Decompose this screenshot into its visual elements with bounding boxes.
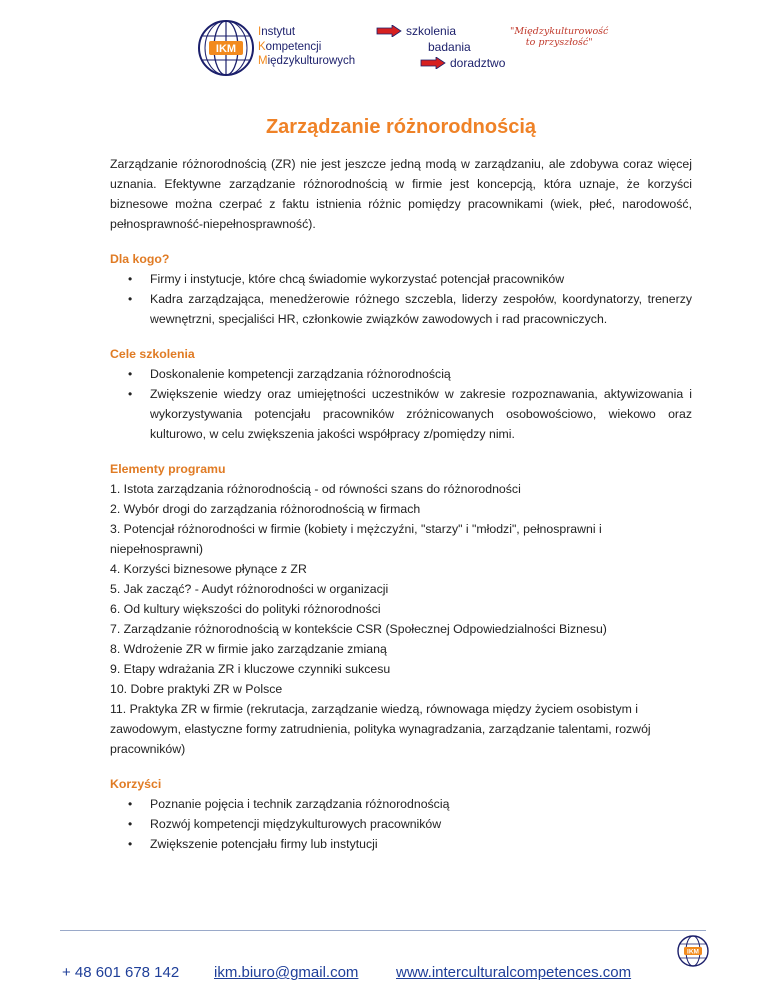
arrow-right-icon — [376, 25, 402, 37]
logo-text: IKM — [215, 43, 237, 55]
service-label: doradztwo — [450, 56, 506, 70]
list-item: • Zwiększenie wiedzy oraz umiejętności uczestników w zakresie rozpoznawania, aktywizowania i wykorzystywania potencjału pracowników zróżnicowanych osobowościowo, wiekowo oraz kulturowo, w celu zwiększenia jakości współpracy z/pomiędzy nimi. — [110, 384, 692, 444]
footer-phone: + 48 601 678 142 — [62, 964, 180, 981]
institute-line: Instytut — [258, 26, 296, 38]
arrow-right-icon — [420, 57, 446, 69]
list-item: 6. Od kultury większości do polityki różnorodności — [110, 602, 381, 616]
intro-paragraph: Zarządzanie różnorodnością (ZR) nie jest jeszcze jedną modą w zarządzaniu, ale zdobywa coraz więcej uznania. Efektywne zarządzanie różnorodnością w firmie jest koncepcją, która uznaje, że korzyści biznesowe można czerpać z faktu istnienia różnic pomiędzy pracownikami (wiek, płeć, narodowość, pełnosprawność-niepełnosprawność). — [110, 157, 692, 231]
list-item: 1. Istota zarządzania różnorodnością - od równości szans do różnorodności — [110, 482, 521, 496]
list-item: 5. Jak zacząć? - Audyt różnorodności w organizacji — [110, 582, 389, 596]
list-item: 11. Praktyka ZR w firmie (rekrutacja, zarządzanie wiedzą, równowaga między życiem osobistym i zawodowym, elastyczne formy zatrudnienia, polityka wynagradzania, zarządzanie talentami, rozwój pracowników) — [110, 702, 651, 756]
list-item: 2. Wybór drogi do zarządzania różnorodnością w firmach — [110, 502, 421, 516]
list-item: 4. Korzyści biznesowe płynące z ZR — [110, 562, 307, 576]
service-badania — [428, 40, 471, 54]
letterhead — [0, 0, 768, 90]
list-item: 7. Zarządzanie różnorodnością w kontekście CSR (Społecznej Odpowiedzialności Biznesu) — [110, 622, 607, 636]
footer-divider — [60, 930, 706, 931]
service-doradztwo — [420, 56, 505, 70]
section-heading-for-whom: Dla kogo? — [110, 252, 170, 266]
list-item: 3. Potencjał różnorodności w firmie (kobiety i mężczyźni, "starzy" i "młodzi", pełnosprawni i niepełnosprawni) — [110, 522, 602, 556]
list-item: • Poznanie pojęcia i technik zarządzania różnorodnością — [110, 794, 692, 814]
service-label: szkolenia — [406, 24, 457, 38]
document-body — [110, 108, 692, 854]
svg-text:IKM: IKM — [687, 948, 699, 956]
institute-line: Kompetencji — [258, 40, 322, 53]
section-heading-program: Elementy programu — [110, 462, 226, 476]
footer-website-link[interactable]: www.interculturalcompetences.com — [396, 964, 632, 981]
program-list — [110, 479, 692, 759]
list-item: • Firmy i instytucje, które chcą świadomie wykorzystać potencjał pracowników — [110, 269, 692, 289]
list-item: 10. Dobre praktyki ZR w Polsce — [110, 682, 283, 696]
institute-line: Międzykulturowych — [258, 55, 356, 67]
motto: "Międzykulturowość to przyszłość" — [510, 26, 609, 48]
list-item: 9. Etapy wdrażania ZR i kluczowe czynniki sukcesu — [110, 662, 391, 676]
service-szkolenia — [376, 24, 456, 38]
footer-email-link[interactable]: ikm.biuro@gmail.com — [214, 964, 359, 981]
list-item: • Rozwój kompetencji międzykulturowych pracowników — [110, 814, 692, 834]
benefits-list — [110, 794, 692, 854]
list-item: • Zwiększenie potencjału firmy lub instytucji — [110, 834, 692, 854]
list-item: • Doskonalenie kompetencji zarządzania różnorodnością — [110, 364, 692, 384]
goals-list — [110, 364, 692, 444]
list-item: 8. Wdrożenie ZR w firmie jako zarządzanie zmianą — [110, 642, 387, 656]
globe-logo-small-icon — [676, 934, 710, 968]
section-heading-benefits: Korzyści — [110, 777, 162, 791]
for-whom-list — [110, 269, 692, 329]
institute-name — [258, 25, 355, 69]
section-heading-goals: Cele szkolenia — [110, 347, 195, 361]
page-title: Zarządzanie różnorodnością — [265, 116, 537, 138]
globe-logo-icon — [196, 18, 256, 78]
list-item: • Kadra zarządzająca, menedżerowie różnego szczebla, liderzy zespołów, koordynatorzy, trenerzy wewnętrzni, specjaliści HR, członkowie związków zawodowych i rad pracowniczych. — [110, 289, 692, 329]
service-label: badania — [428, 40, 471, 54]
